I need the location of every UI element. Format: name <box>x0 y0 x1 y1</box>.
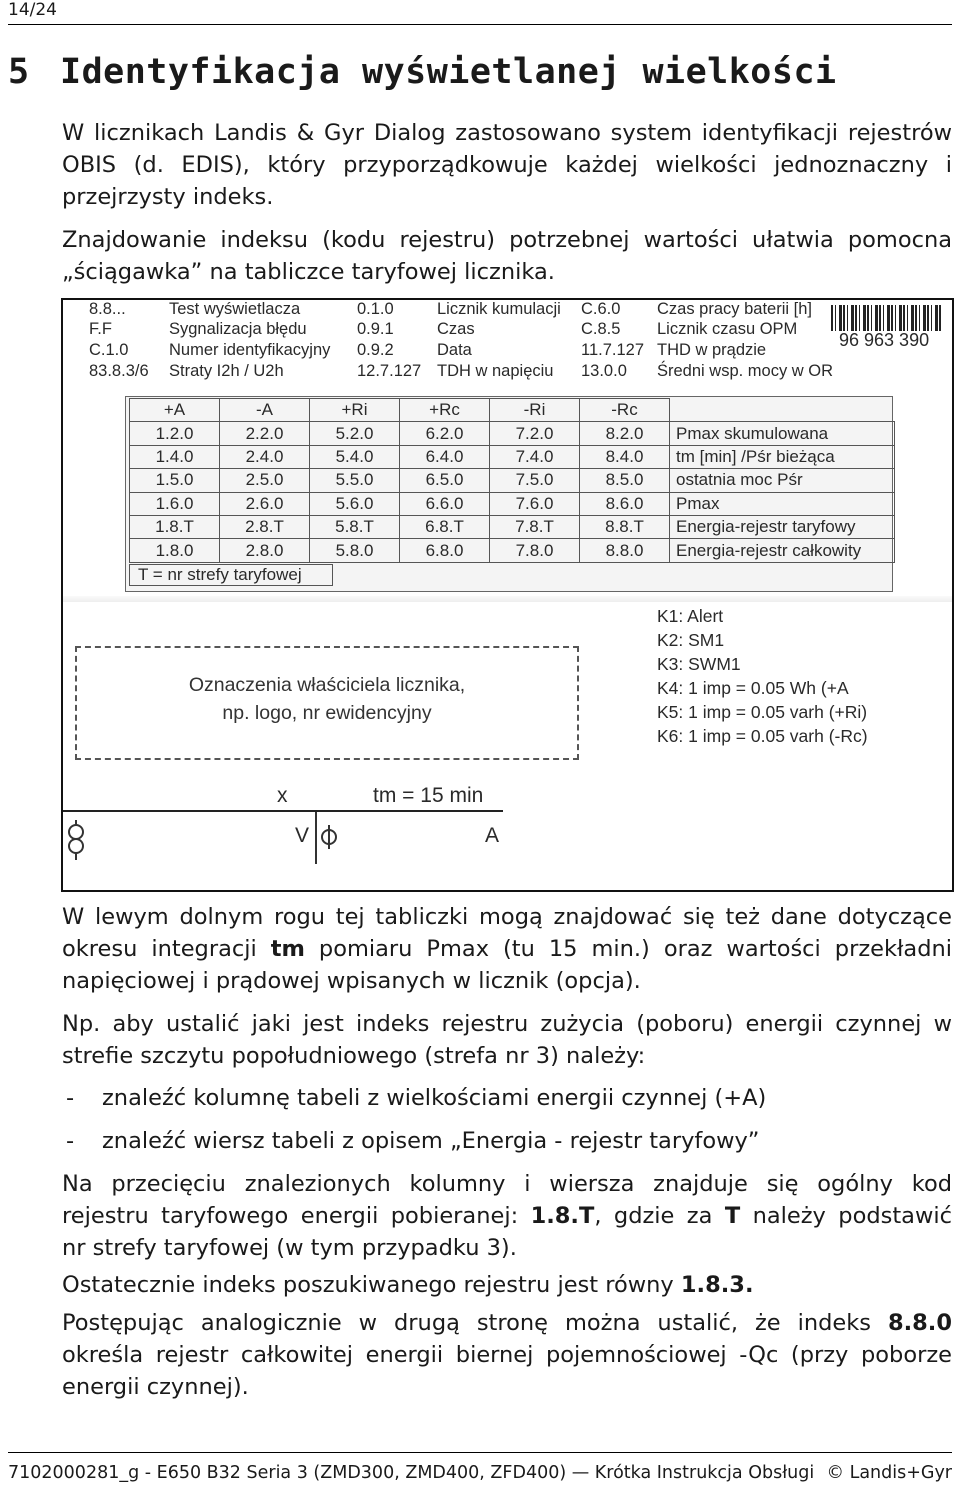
table-cell: 8.8.0 <box>580 539 670 562</box>
section-number: 5 <box>8 52 30 92</box>
table-cell: 2.4.0 <box>220 445 310 468</box>
column-header: -Rc <box>580 399 670 422</box>
owner-box-text: np. logo, nr ewidencyjny <box>222 702 432 724</box>
rating-plate-figure <box>61 298 954 892</box>
phase-symbol-icon <box>319 824 339 850</box>
k-output-line: K1: Alert <box>657 606 724 626</box>
text-line: Np. aby ustalić jaki jest indeks rejestru zużycia (poboru) energii czynnej w <box>62 1011 952 1037</box>
text-span: okresu integracji <box>62 936 271 962</box>
table-cell: 5.8.0 <box>310 539 400 562</box>
text-span: rejestru taryfowego energii pobieranej: <box>62 1203 531 1229</box>
bold-term: T <box>724 1203 741 1229</box>
column-header: -Ri <box>490 399 580 422</box>
section-title: Identyfikacja wyświetlanej wielkości <box>60 52 837 92</box>
column-header: -A <box>220 399 310 422</box>
bullet-item-1: znaleźć kolumnę tabeli z wielkościami energii czynnej (+A) <box>102 1085 767 1111</box>
paragraph-final-index <box>62 1269 952 1301</box>
plate-desc: Test wyświetlacza <box>169 300 301 318</box>
plate-code: C.1.0 <box>89 341 129 359</box>
table-cell: 7.4.0 <box>490 445 580 468</box>
v-divider <box>315 812 317 864</box>
row-description: Pmax <box>670 492 895 515</box>
table-cell: 7.5.0 <box>490 469 580 492</box>
table-row <box>130 445 895 468</box>
plate-code: 12.7.127 <box>357 362 422 380</box>
text-line: przejrzysty indeks. <box>62 184 274 210</box>
table-cell: 2.8.0 <box>220 539 310 562</box>
register-table <box>129 398 895 563</box>
table-row <box>130 422 895 445</box>
text-line: strefie szczytu popołudniowego (strefa nr 3) należy: <box>62 1043 646 1069</box>
table-cell: 8.5.0 <box>580 469 670 492</box>
text-span: Postępując analogicznie w drugą stronę można ustalić, że indeks <box>62 1310 888 1336</box>
table-cell: 5.4.0 <box>310 445 400 468</box>
table-row <box>130 469 895 492</box>
row-description: Pmax skumulowana <box>670 422 895 445</box>
page-number: 14/24 <box>8 0 57 20</box>
plate-desc: Czas <box>437 320 475 338</box>
table-cell: 6.4.0 <box>400 445 490 468</box>
table-cell: 5.6.0 <box>310 492 400 515</box>
plate-desc: THD w prądzie <box>657 341 767 359</box>
table-cell: 1.5.0 <box>130 469 220 492</box>
bold-term: 8.8.0 <box>887 1310 952 1336</box>
table-cell: 6.5.0 <box>400 469 490 492</box>
ampere-label: A <box>485 824 500 847</box>
text-line: OBIS (d. EDIS), który przyporządkowuje każdej wielkości jednoznaczny i <box>62 152 952 178</box>
plate-code: 8.8... <box>89 300 126 318</box>
plate-bottom-rule <box>63 810 503 812</box>
plate-code: 11.7.127 <box>581 341 645 359</box>
paragraph-reverse <box>62 1307 952 1403</box>
plate-desc: Czas pracy baterii [h] <box>657 300 812 318</box>
text-line: Na przecięciu znalezionych kolumny i wiersza znajduje się ogólny kod <box>62 1171 952 1197</box>
text-line: W licznikach Landis & Gyr Dialog zastosowano system identyfikacji rejestrów <box>62 120 952 146</box>
k-output-line: K5: 1 imp = 0.05 varh (+Ri) <box>657 702 868 722</box>
section-heading <box>8 52 837 92</box>
text-line: Znajdowanie indeksu (kodu rejestru) potrzebnej wartości ułatwia pomocna <box>62 227 952 253</box>
text-line: określa rejestr całkowitej energii biernej pojemnościowej -Qc (przy poborze <box>62 1342 952 1368</box>
owner-box-text: Oznaczenia właściciela licznika, <box>188 674 466 696</box>
plate-desc: Średni wsp. mocy w OR <box>657 362 834 380</box>
plate-desc: TDH w napięciu <box>437 362 554 380</box>
plate-desc: Licznik kumulacji <box>437 300 561 318</box>
text-span: , gdzie za <box>594 1203 725 1229</box>
bullet-marker: - <box>66 1128 75 1154</box>
paragraph-integration-period <box>62 901 952 997</box>
plate-code: C.8.5 <box>581 320 621 338</box>
row-description: Energia-rejestr całkowity <box>670 539 895 562</box>
table-cell: 1.2.0 <box>130 422 220 445</box>
x-label: x <box>277 784 288 807</box>
table-cell: 8.8.T <box>580 515 670 538</box>
table-cell: 7.8.0 <box>490 539 580 562</box>
bold-term: tm <box>270 936 305 962</box>
table-header-row <box>130 399 895 422</box>
barcode-number: 96 963 390 <box>839 330 930 350</box>
plate-code: 0.9.1 <box>357 320 394 338</box>
table-cell: 2.6.0 <box>220 492 310 515</box>
k-output-line: K6: 1 imp = 0.05 varh (-Rc) <box>657 726 868 746</box>
table-cell: 6.6.0 <box>400 492 490 515</box>
bold-term: 1.8.3. <box>680 1272 754 1298</box>
table-cell: 5.5.0 <box>310 469 400 492</box>
row-description: tm [min] /Pśr bieżąca <box>670 445 895 468</box>
table-cell: 8.6.0 <box>580 492 670 515</box>
row-description: ostatnia moc Pśr <box>670 469 895 492</box>
plate-code: C.6.0 <box>581 300 621 318</box>
bullet-marker: - <box>66 1085 75 1111</box>
voltage-label: V <box>295 824 310 847</box>
text-line: napięciowej i prądowej wpisanych w licznik (opcja). <box>62 968 641 994</box>
table-cell: 2.5.0 <box>220 469 310 492</box>
text-span: Ostatecznie indeks poszukiwanego rejestru jest równy <box>62 1272 681 1298</box>
plate-desc: Data <box>437 341 472 359</box>
bullet-item-2: znaleźć wiersz tabeli z opisem „Energia - rejestr taryfowy” <box>102 1128 760 1154</box>
table-cell: 6.8.0 <box>400 539 490 562</box>
text-line <box>62 933 952 965</box>
footer-copyright: © Landis+Gyr <box>826 1463 952 1483</box>
table-cell: 1.8.0 <box>130 539 220 562</box>
table-cell: 7.6.0 <box>490 492 580 515</box>
bold-term: 1.8.T <box>530 1203 595 1229</box>
table-cell: 6.8.T <box>400 515 490 538</box>
table-cell: 2.8.T <box>220 515 310 538</box>
plate-code: 0.9.2 <box>357 341 394 359</box>
k-output-line: K2: SM1 <box>657 630 725 650</box>
table-row <box>130 515 895 538</box>
text-span: pomiaru Pmax (tu 15 min.) oraz wartości przekładni <box>304 936 952 962</box>
column-header: +Rc <box>400 399 490 422</box>
paragraph-intersection <box>62 1168 952 1264</box>
barcode-image <box>831 305 943 331</box>
text-line: energii czynnej). <box>62 1374 249 1400</box>
plate-code: 13.0.0 <box>581 362 627 380</box>
table-cell: 5.8.T <box>310 515 400 538</box>
intro-paragraph-2 <box>62 224 952 288</box>
column-header: +Ri <box>310 399 400 422</box>
plate-code: F.F <box>89 320 112 338</box>
plate-desc: Numer identyfikacyjny <box>169 341 331 359</box>
table-cell: 6.2.0 <box>400 422 490 445</box>
k-output-line: K3: SWM1 <box>657 654 741 674</box>
intro-paragraph-1 <box>62 117 952 213</box>
text-span: należy podstawić <box>740 1203 952 1229</box>
text-line: nr strefy taryfowej (w tym przypadku 3). <box>62 1235 517 1261</box>
table-cell: 8.2.0 <box>580 422 670 445</box>
table-row <box>130 539 895 562</box>
text-line <box>62 1200 952 1232</box>
plate-desc: Sygnalizacja błędu <box>169 320 307 338</box>
footer-rule <box>8 1452 952 1453</box>
table-cell: 1.8.T <box>130 515 220 538</box>
paragraph-example <box>62 1008 952 1072</box>
footer-document-id: 7102000281_g - E650 B32 Seria 3 (ZMD300, ZMD400, ZFD400) — Krótka Instrukcja Obsługi <box>8 1463 815 1483</box>
plate-desc: Licznik czasu OPM <box>657 320 798 338</box>
text-line <box>62 1307 952 1339</box>
column-header: +A <box>130 399 220 422</box>
plate-code: 0.1.0 <box>357 300 394 318</box>
row-description: Energia-rejestr taryfowy <box>670 515 895 538</box>
plate-divider <box>63 596 952 602</box>
table-row <box>130 492 895 515</box>
k-output-line: K4: 1 imp = 0.05 Wh (+A <box>657 678 849 698</box>
tm-label: tm = 15 min <box>373 784 484 807</box>
current-transformer-icon <box>65 820 87 860</box>
table-cell: 1.6.0 <box>130 492 220 515</box>
table-cell: 7.2.0 <box>490 422 580 445</box>
text-line: „ściągawka” na tabliczce taryfowej licznika. <box>62 259 555 285</box>
table-cell: 8.4.0 <box>580 445 670 468</box>
table-cell: 2.2.0 <box>220 422 310 445</box>
table-cell: 7.8.T <box>490 515 580 538</box>
plate-code: 83.8.3/6 <box>89 362 149 380</box>
table-cell: 5.2.0 <box>310 422 400 445</box>
plate-desc: Straty I2h / U2h <box>169 362 284 380</box>
table-cell: 1.4.0 <box>130 445 220 468</box>
header-rule <box>8 24 952 25</box>
table-footnote: T = nr strefy taryfowej <box>129 564 333 586</box>
text-line <box>62 1269 952 1301</box>
text-line: W lewym dolnym rogu tej tabliczki mogą znajdować się też dane dotyczące <box>62 904 952 930</box>
